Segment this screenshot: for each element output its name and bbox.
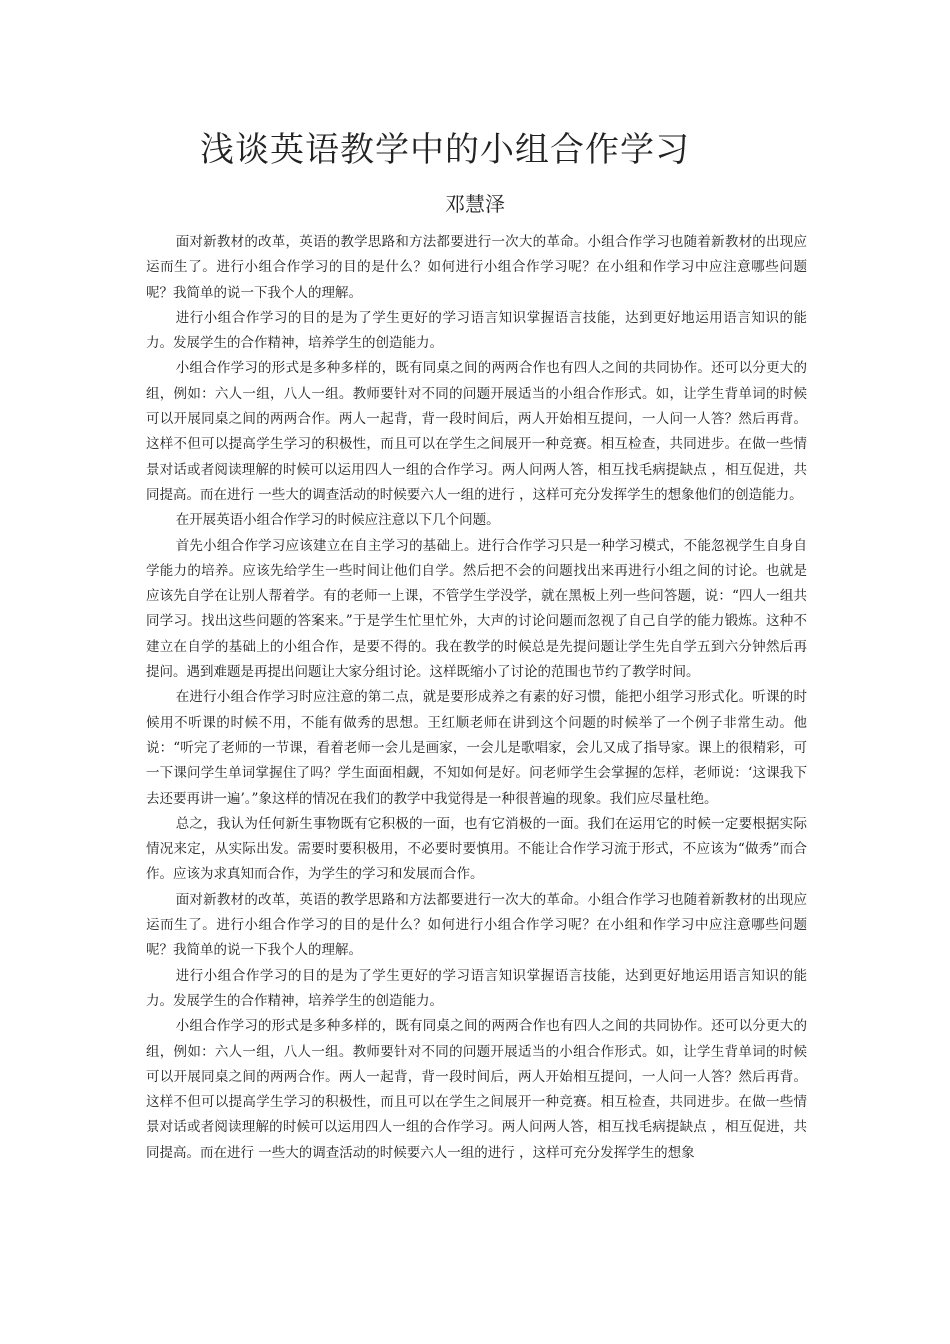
paragraph: 在进行小组合作学习时应注意的第二点，就是要形成养之有素的好习惯，能把小组学习形式化。听课的时候用不听课的时候不用，不能有做秀的思想。王红顺老师在讲到这个问题的时候举了一个例子非常生动。他说：“听完了老师的一节课，看着老师一会儿是画家，一会儿是歌唱家，会儿又成了指导家。课上的很精彩，可一下课问学生单词掌握住了吗？学生面面相觑，不知如何是好。问老师学生会掌握的怎样，老师说：‘这课我下去还要再讲一遍’。”象这样的情况在我们的教学中我觉得是一种很普遍的现象。我们应尽量杜绝。 bbox=[146, 689, 807, 807]
document-body bbox=[146, 230, 807, 1166]
paragraph: 首先小组合作学习应该建立在自主学习的基础上。进行合作学习只是一种学习模式，不能忽视学生自身自学能力的培养。应该先给学生一些时间让他们自学。然后把不会的问题找出来再进行小组之间的讨论。也就是应该先自学在让别人帮着学。有的老师一上课，不管学生学没学，就在黑板上列一些问答题，说：“四人一组共同学习。找出这些问题的答案来。”于是学生忙里忙外，大声的讨论问题而忽视了自己自学的能力锻炼。这种不建立在自学的基础上的小组合作，是要不得的。我在教学的时候总是先提问题让学生先自学五到六分钟然后再提问。遇到难题是再提出问题让大家分组讨论。这样既缩小了讨论的范围也节约了教学时间。 bbox=[146, 537, 807, 681]
document-author: 邓慧泽 bbox=[445, 192, 505, 216]
paragraph: 面对新教材的改革，英语的教学思路和方法都要进行一次大的革命。小组合作学习也随着新教材的出现应运而生了。进行小组合作学习的目的是什么？如何进行小组合作学习呢？在小组和作学习中应注意哪些问题呢？我简单的说一下我个人的理解。 bbox=[146, 891, 807, 959]
paragraph: 在开展英语小组合作学习的时候应注意以下几个问题。 bbox=[175, 512, 500, 529]
paragraph: 进行小组合作学习的目的是为了学生更好的学习语言知识掌握语言技能，达到更好地运用语言知识的能力。发展学生的合作精神，培养学生的创造能力。 bbox=[146, 967, 807, 1009]
paragraph: 小组合作学习的形式是多种多样的，既有同桌之间的两两合作也有四人之间的共同协作。还可以分更大的组，例如：六人一组，八人一组。教师要针对不同的问题开展适当的小组合作形式。如，让学生背单词的时候可以开展同桌之间的两两合作。两人一起背，背一段时间后，两人开始相互提问，一人问一人答？然后再背。这样不但可以提高学生学习的积极性，而且可以在学生之间展开一种竞赛。相互检查，共同进步。在做一些情景对话或者阅读理解的时候可以运用四人一组的合作学习。两人问两人答，相互找毛病提缺点 ，相互促进，共同提高。而在进行 一些大的调查活动的时候要六人一组的进行 ，这样可充分发挥学生的想象 bbox=[146, 1018, 807, 1161]
document-title: 浅谈英语教学中的小组合作学习 bbox=[200, 130, 690, 170]
paragraph: 进行小组合作学习的目的是为了学生更好的学习语言知识掌握语言技能，达到更好地运用语言知识的能力。发展学生的合作精神，培养学生的创造能力。 bbox=[146, 309, 807, 352]
paragraph: 总之，我认为任何新生事物既有它积极的一面，也有它消极的一面。我们在运用它的时候一定要根据实际情况来定，从实际出发。需要时要积极用，不必要时要慎用。不能让合作学习流于形式，不应该为“做秀”而合作。应该为求真知而合作，为学生的学习和发展而合作。 bbox=[146, 815, 807, 883]
paragraph: 小组合作学习的形式是多种多样的，既有同桌之间的两两合作也有四人之间的共同协作。还可以分更大的组，例如：六人一组，八人一组。教师要针对不同的问题开展适当的小组合作形式。如，让学生背单词的时候可以开展同桌之间的两两合作。两人一起背，背一段时间后，两人开始相互提问，一人问一人答？然后再背。这样不但可以提高学生学习的积极性，而且可以在学生之间展开一种竞赛。相互检查，共同进步。在做一些情景对话或者阅读理解的时候可以运用四人一组的合作学习。两人问两人答，相互找毛病提缺点 ，相互促进，共同提高。而在进行 一些大的调查活动的时候要六人一组的进行 ，这样可充分发挥学生的想象他们的创造能力。 bbox=[146, 360, 807, 503]
paragraph: 面对新教材的改革，英语的教学思路和方法都要进行一次大的革命。小组合作学习也随着新教材的出现应运而生了。进行小组合作学习的目的是什么？如何进行小组合作学习呢？在小组和作学习中应注意哪些问题呢？我简单的说一下我个人的理解。 bbox=[146, 234, 807, 301]
